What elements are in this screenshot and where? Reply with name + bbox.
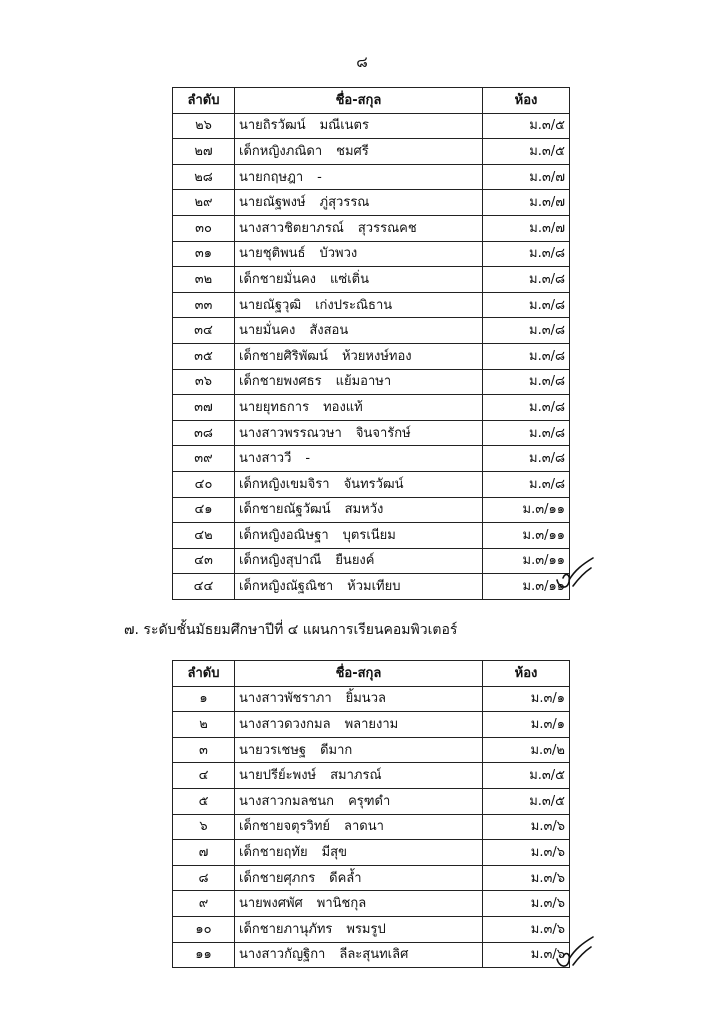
table-row bbox=[173, 190, 570, 216]
last-name: บุตรเนียม bbox=[342, 527, 396, 543]
first-name: นายพงศพัศ bbox=[239, 896, 303, 912]
row-number: ๓๘ bbox=[173, 420, 235, 446]
first-name: นางสาวพรรณวษา bbox=[239, 425, 342, 441]
last-name: พรมรูป bbox=[346, 921, 386, 937]
first-name: เด็กชายมั่นคง bbox=[239, 271, 316, 287]
class-room: ม.๓/๘ bbox=[483, 420, 570, 446]
first-name: นางสาวกมลชนก bbox=[239, 793, 335, 809]
table-row bbox=[173, 318, 570, 344]
row-number: ๙ bbox=[173, 891, 235, 917]
header-no: ลำดับ bbox=[173, 661, 235, 687]
student-name bbox=[235, 343, 483, 369]
page-number: ๘ bbox=[356, 53, 368, 71]
row-number: ๓๙ bbox=[173, 446, 235, 472]
last-name: - bbox=[317, 169, 322, 185]
class-room: ม.๓/๕ bbox=[483, 113, 570, 139]
row-number: ๔๓ bbox=[173, 548, 235, 574]
class-room: ม.๓/๘ bbox=[483, 292, 570, 318]
first-name: นางสาวกัญฐิกา bbox=[239, 947, 326, 963]
row-number: ๑ bbox=[173, 686, 235, 712]
last-name: พานิชกุล bbox=[316, 896, 367, 912]
row-number: ๑๐ bbox=[173, 916, 235, 942]
table-row bbox=[173, 471, 570, 497]
class-room: ม.๓/๘ bbox=[483, 318, 570, 344]
last-name: จินจารักษ์ bbox=[355, 425, 411, 441]
first-name: เด็กหญิงณัฐณิชา bbox=[239, 579, 334, 595]
class-room: ม.๓/๖ bbox=[483, 840, 570, 866]
row-number: ๒๘ bbox=[173, 164, 235, 190]
student-name bbox=[235, 788, 483, 814]
student-name bbox=[235, 814, 483, 840]
class-room: ม.๓/๘ bbox=[483, 395, 570, 421]
class-room: ม.๓/๑๑ bbox=[483, 523, 570, 549]
last-name: ยิ้มนวล bbox=[345, 691, 386, 707]
class-room: ม.๓/๘ bbox=[483, 267, 570, 293]
row-number: ๒๙ bbox=[173, 190, 235, 216]
last-name: สังสอน bbox=[309, 323, 349, 339]
first-name: นายกฤษฎา bbox=[239, 169, 304, 185]
last-name: มีสุข bbox=[321, 844, 347, 860]
first-name: เด็กชายฤทัย bbox=[239, 844, 308, 860]
section-heading: ๗. ระดับชั้นมัธยมศึกษาปีที่ ๔ แผนการเรียนคอมพิวเตอร์ bbox=[124, 622, 458, 638]
student-name bbox=[235, 523, 483, 549]
last-name: ภู่สุวรรณ bbox=[319, 195, 370, 211]
header-room: ห้อง bbox=[483, 88, 570, 114]
first-name: นายชุติพนธ์ bbox=[239, 246, 306, 262]
header-name: ชื่อ-สกุล bbox=[235, 88, 483, 114]
class-room: ม.๓/๕ bbox=[483, 139, 570, 165]
last-name: สมหวัง bbox=[344, 502, 384, 518]
class-room: ม.๓/๒ bbox=[483, 737, 570, 763]
last-name: ห้วยหงษ์ทอง bbox=[341, 348, 412, 364]
student-name bbox=[235, 215, 483, 241]
class-room: ม.๓/๖ bbox=[483, 865, 570, 891]
first-name: นางสาวดวงกมล bbox=[239, 716, 331, 732]
table-row bbox=[173, 548, 570, 574]
last-name: มณีเนตร bbox=[319, 118, 369, 134]
table-row bbox=[173, 369, 570, 395]
class-room: ม.๓/๘ bbox=[483, 241, 570, 267]
student-name bbox=[235, 267, 483, 293]
student-name bbox=[235, 292, 483, 318]
table-header-row bbox=[173, 661, 570, 687]
first-name: เด็กหญิงสุปาณี bbox=[239, 553, 322, 569]
table-row bbox=[173, 164, 570, 190]
last-name: ครุฑดำ bbox=[348, 793, 391, 809]
student-name bbox=[235, 840, 483, 866]
row-number: ๓๒ bbox=[173, 267, 235, 293]
table-row bbox=[173, 737, 570, 763]
class-room: ม.๓/๑๑ bbox=[483, 548, 570, 574]
student-name bbox=[235, 865, 483, 891]
last-name: ห้วมเทียบ bbox=[347, 579, 401, 595]
last-name: ทองแท้ bbox=[323, 399, 363, 415]
last-name: - bbox=[305, 451, 311, 467]
first-name: นายณัฐวุฒิ bbox=[239, 297, 302, 313]
table-row bbox=[173, 113, 570, 139]
row-number: ๒๗ bbox=[173, 139, 235, 165]
last-name: ดีมาก bbox=[320, 742, 353, 758]
table-row bbox=[173, 139, 570, 165]
student-name bbox=[235, 737, 483, 763]
first-name: นางสาวชิตยาภรณ์ bbox=[239, 220, 344, 236]
first-name: เด็กชายศุภกร bbox=[239, 870, 316, 886]
row-number: ๑๑ bbox=[173, 942, 235, 968]
first-name: เด็กหญิงอณิษฐา bbox=[239, 527, 329, 543]
row-number: ๕ bbox=[173, 788, 235, 814]
last-name: แย้มอาษา bbox=[335, 374, 392, 390]
class-room: ม.๓/๗ bbox=[483, 215, 570, 241]
first-name: เด็กชายจตุรวิทย์ bbox=[239, 819, 331, 835]
row-number: ๔๐ bbox=[173, 471, 235, 497]
header-name: ชื่อ-สกุล bbox=[235, 661, 483, 687]
table-row bbox=[173, 446, 570, 472]
last-name: ลาดนา bbox=[344, 819, 384, 835]
row-number: ๔๒ bbox=[173, 523, 235, 549]
first-name: เด็กชายศิริพัฒน์ bbox=[239, 348, 328, 364]
class-room: ม.๓/๖ bbox=[483, 814, 570, 840]
student-name bbox=[235, 190, 483, 216]
student-name bbox=[235, 318, 483, 344]
first-name: นายปรีย์ะพงษ์ bbox=[239, 768, 317, 784]
table-row bbox=[173, 343, 570, 369]
student-name bbox=[235, 712, 483, 738]
header-no: ลำดับ bbox=[173, 88, 235, 114]
row-number: ๓๕ bbox=[173, 343, 235, 369]
row-number: ๖ bbox=[173, 814, 235, 840]
first-name: เด็กหญิงภณิดา bbox=[239, 143, 323, 159]
class-room: ม.๓/๘ bbox=[483, 471, 570, 497]
table-header-row bbox=[173, 88, 570, 114]
last-name: ดีคล้ำ bbox=[329, 870, 362, 886]
first-name: เด็กชายพงศธร bbox=[239, 374, 322, 390]
class-room: ม.๓/๘ bbox=[483, 343, 570, 369]
row-number: ๔๑ bbox=[173, 497, 235, 523]
student-name bbox=[235, 446, 483, 472]
last-name: พลายงาม bbox=[344, 716, 399, 732]
table-row bbox=[173, 292, 570, 318]
last-name: ยืนยงค์ bbox=[335, 553, 375, 569]
table-row bbox=[173, 712, 570, 738]
class-room: ม.๓/๖ bbox=[483, 916, 570, 942]
table-row bbox=[173, 241, 570, 267]
row-number: ๒๖ bbox=[173, 113, 235, 139]
first-name: เด็กหญิงเขมจิรา bbox=[239, 476, 330, 492]
last-name: ลีละสุนทเลิศ bbox=[339, 947, 409, 963]
table-row bbox=[173, 865, 570, 891]
class-room: ม.๓/๑ bbox=[483, 686, 570, 712]
last-name: สมาภรณ์ bbox=[330, 768, 382, 784]
student-name bbox=[235, 548, 483, 574]
student-name bbox=[235, 164, 483, 190]
table-row bbox=[173, 916, 570, 942]
last-name: สุวรรณคช bbox=[357, 220, 417, 236]
student-name bbox=[235, 369, 483, 395]
table-row bbox=[173, 788, 570, 814]
first-name: นายถิรวัฒน์ bbox=[239, 118, 306, 134]
student-name bbox=[235, 241, 483, 267]
student-name bbox=[235, 395, 483, 421]
table-row bbox=[173, 420, 570, 446]
student-name bbox=[235, 420, 483, 446]
last-name: บัวพวง bbox=[319, 246, 358, 262]
row-number: ๘ bbox=[173, 865, 235, 891]
table-row bbox=[173, 891, 570, 917]
class-room: ม.๓/๑ bbox=[483, 712, 570, 738]
last-name: แซ่เติ่น bbox=[330, 271, 369, 287]
table-row bbox=[173, 574, 570, 600]
student-name bbox=[235, 574, 483, 600]
row-number: ๔๔ bbox=[173, 574, 235, 600]
last-name: เก่งประณิธาน bbox=[315, 297, 393, 313]
student-name bbox=[235, 942, 483, 968]
student-name bbox=[235, 139, 483, 165]
class-room: ม.๓/๗ bbox=[483, 190, 570, 216]
table-row bbox=[173, 763, 570, 789]
class-room: ม.๓/๕ bbox=[483, 788, 570, 814]
student-name bbox=[235, 916, 483, 942]
class-room: ม.๓/๕ bbox=[483, 763, 570, 789]
table-body bbox=[173, 686, 570, 968]
header-room: ห้อง bbox=[483, 661, 570, 687]
table-row bbox=[173, 497, 570, 523]
row-number: ๒ bbox=[173, 712, 235, 738]
student-name bbox=[235, 686, 483, 712]
class-room: ม.๓/๖ bbox=[483, 942, 570, 968]
student-name bbox=[235, 113, 483, 139]
table-row bbox=[173, 942, 570, 968]
table-row bbox=[173, 215, 570, 241]
student-table-1 bbox=[172, 87, 570, 600]
student-name bbox=[235, 891, 483, 917]
last-name: ชมศรี bbox=[336, 143, 369, 159]
table-body bbox=[173, 113, 570, 599]
student-name bbox=[235, 763, 483, 789]
first-name: เด็กชายภานุภัทร bbox=[239, 921, 333, 937]
first-name: นางสาววี bbox=[239, 451, 292, 467]
table-row bbox=[173, 395, 570, 421]
row-number: ๓๓ bbox=[173, 292, 235, 318]
first-name: นายมั่นคง bbox=[239, 323, 296, 339]
first-name: นายวรเชษฐ bbox=[239, 742, 307, 758]
class-room: ม.๓/๖ bbox=[483, 891, 570, 917]
class-room: ม.๓/๑๑ bbox=[483, 574, 570, 600]
row-number: ๓ bbox=[173, 737, 235, 763]
table-row bbox=[173, 840, 570, 866]
first-name: นายณัฐพงษ์ bbox=[239, 195, 306, 211]
class-room: ม.๓/๗ bbox=[483, 164, 570, 190]
row-number: ๗ bbox=[173, 840, 235, 866]
row-number: ๓๖ bbox=[173, 369, 235, 395]
first-name: นายยุทธการ bbox=[239, 399, 310, 415]
class-room: ม.๓/๘ bbox=[483, 369, 570, 395]
table-row bbox=[173, 814, 570, 840]
row-number: ๓๐ bbox=[173, 215, 235, 241]
table-row bbox=[173, 686, 570, 712]
row-number: ๓๑ bbox=[173, 241, 235, 267]
first-name: นางสาวพัชราภา bbox=[239, 691, 332, 707]
row-number: ๓๗ bbox=[173, 395, 235, 421]
student-name bbox=[235, 471, 483, 497]
class-room: ม.๓/๘ bbox=[483, 446, 570, 472]
row-number: ๔ bbox=[173, 763, 235, 789]
table-row bbox=[173, 523, 570, 549]
student-name bbox=[235, 497, 483, 523]
student-table-2 bbox=[172, 660, 570, 968]
row-number: ๓๔ bbox=[173, 318, 235, 344]
class-room: ม.๓/๑๑ bbox=[483, 497, 570, 523]
first-name: เด็กชายณัฐวัฒน์ bbox=[239, 502, 331, 518]
last-name: จันทรวัฒน์ bbox=[343, 476, 404, 492]
table-row bbox=[173, 267, 570, 293]
